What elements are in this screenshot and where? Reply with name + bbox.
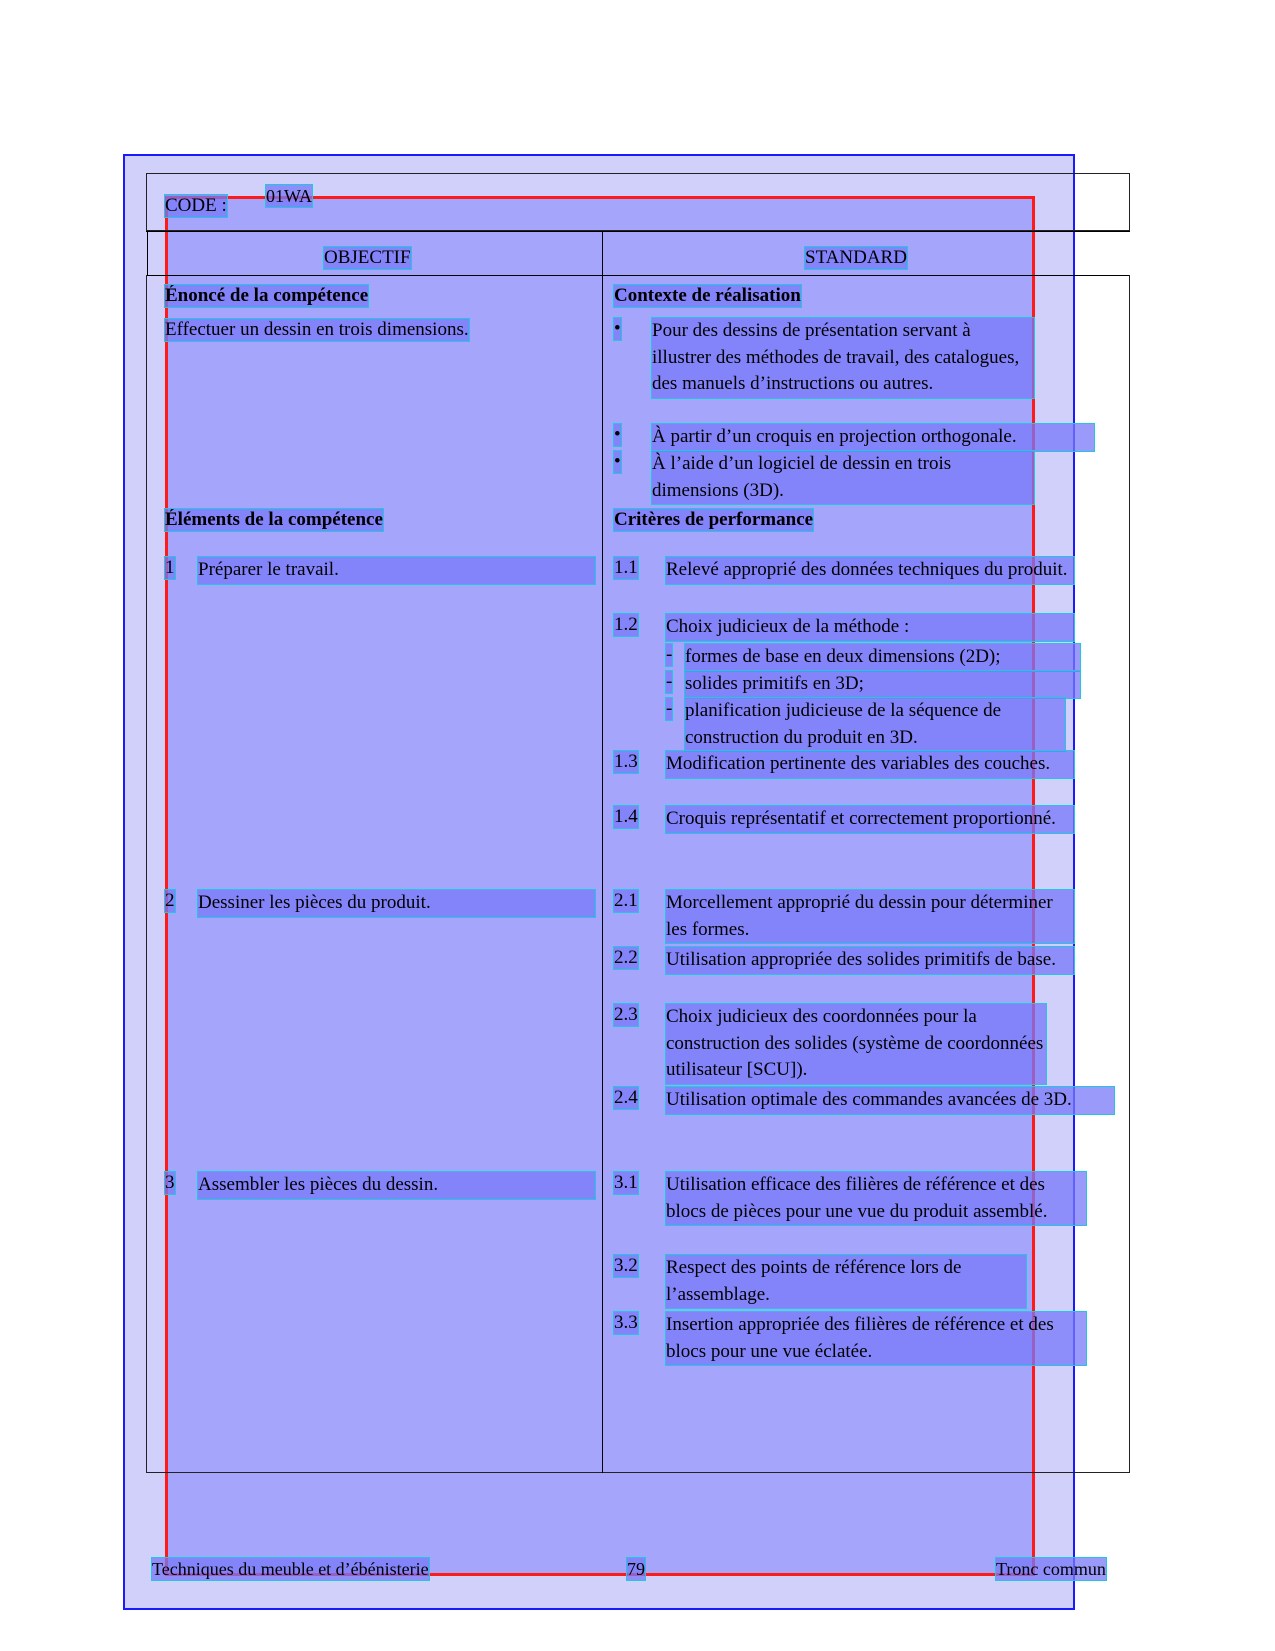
criterion-number: 2.1 <box>614 890 638 911</box>
element-number: 2 <box>165 890 175 911</box>
contexte-title: Contexte de réalisation <box>614 285 801 306</box>
left-border-segment <box>147 231 148 275</box>
criterion-text: Choix judicieux des coordonnées pour la construction des solides (système de coordonnées utilisateur [SCU]). <box>666 1004 1046 1084</box>
criterion-number: 1.2 <box>614 614 638 635</box>
criterion-number: 3.2 <box>614 1255 638 1276</box>
criteres-title: Critères de performance <box>614 509 814 530</box>
column-objectif: OBJECTIF <box>324 247 411 268</box>
element-text: Assembler les pièces du dessin. <box>198 1172 595 1199</box>
enonce-text: Effectuer un dessin en trois dimensions. <box>165 319 469 340</box>
code-value: 01WA <box>266 186 312 206</box>
element-number: 1 <box>165 557 175 578</box>
context-bullet-text: Pour des dessins de présentation servant à illustrer des méthodes de travail, des catalogues, des manuels d’instructions ou autres. <box>652 318 1034 398</box>
criterion-text: Utilisation efficace des filières de référence et des blocs de pièces pour une vue du produit assemblé. <box>666 1172 1086 1225</box>
element-number: 3 <box>165 1172 175 1193</box>
criterion-number: 3.1 <box>614 1172 638 1193</box>
column-divider <box>602 231 603 1473</box>
element-text: Dessiner les pièces du produit. <box>198 890 595 917</box>
criterion-text: Morcellement approprié du dessin pour déterminer les formes. <box>666 890 1074 943</box>
footer-page-number: 79 <box>627 1559 645 1579</box>
criterion-subitem-text: planification judicieuse de la séquence de construction du produit en 3D. <box>685 698 1065 751</box>
criterion-subitem-text: formes de base en deux dimensions (2D); <box>685 644 1080 671</box>
bullet-icon: • <box>614 451 621 472</box>
criterion-number: 1.3 <box>614 751 638 772</box>
dash-icon: - <box>666 671 673 692</box>
header-divider <box>146 231 1130 232</box>
criterion-number: 1.1 <box>614 557 638 578</box>
criterion-number: 2.2 <box>614 947 638 968</box>
dash-icon: - <box>666 698 673 719</box>
elements-title: Éléments de la compétence <box>165 509 383 530</box>
criterion-number: 1.4 <box>614 806 638 827</box>
criterion-subitem-text: solides primitifs en 3D; <box>685 671 1080 698</box>
element-text: Préparer le travail. <box>198 557 595 584</box>
criterion-text: Utilisation optimale des commandes avancées de 3D. <box>666 1087 1114 1114</box>
criterion-text: Respect des points de référence lors de l’assemblage. <box>666 1255 1026 1308</box>
column-standard: STANDARD <box>805 247 907 268</box>
criterion-text: Utilisation appropriée des solides primitifs de base. <box>666 947 1074 974</box>
criterion-text: Insertion appropriée des filières de référence et des blocs pour une vue éclatée. <box>666 1312 1086 1365</box>
criterion-number: 3.3 <box>614 1312 638 1333</box>
criterion-text: Relevé approprié des données techniques du produit. <box>666 557 1074 584</box>
footer-section: Tronc commun <box>996 1559 1106 1579</box>
criterion-text: Croquis représentatif et correctement proportionné. <box>666 806 1074 833</box>
criterion-number: 2.4 <box>614 1087 638 1108</box>
bullet-icon: • <box>614 424 621 445</box>
context-bullet-text: À partir d’un croquis en projection orthogonale. <box>652 424 1094 451</box>
criterion-text: Choix judicieux de la méthode : <box>666 614 1074 641</box>
enonce-title: Énoncé de la compétence <box>165 285 369 306</box>
bullet-icon: • <box>614 318 621 339</box>
criterion-number: 2.3 <box>614 1004 638 1025</box>
dash-icon: - <box>666 644 673 665</box>
criterion-text: Modification pertinente des variables des couches. <box>666 751 1074 778</box>
code-label: CODE : <box>165 195 227 216</box>
footer-program: Techniques du meuble et d’ébénisterie <box>152 1559 429 1579</box>
context-bullet-text: À l’aide d’un logiciel de dessin en trois dimensions (3D). <box>652 451 1034 504</box>
